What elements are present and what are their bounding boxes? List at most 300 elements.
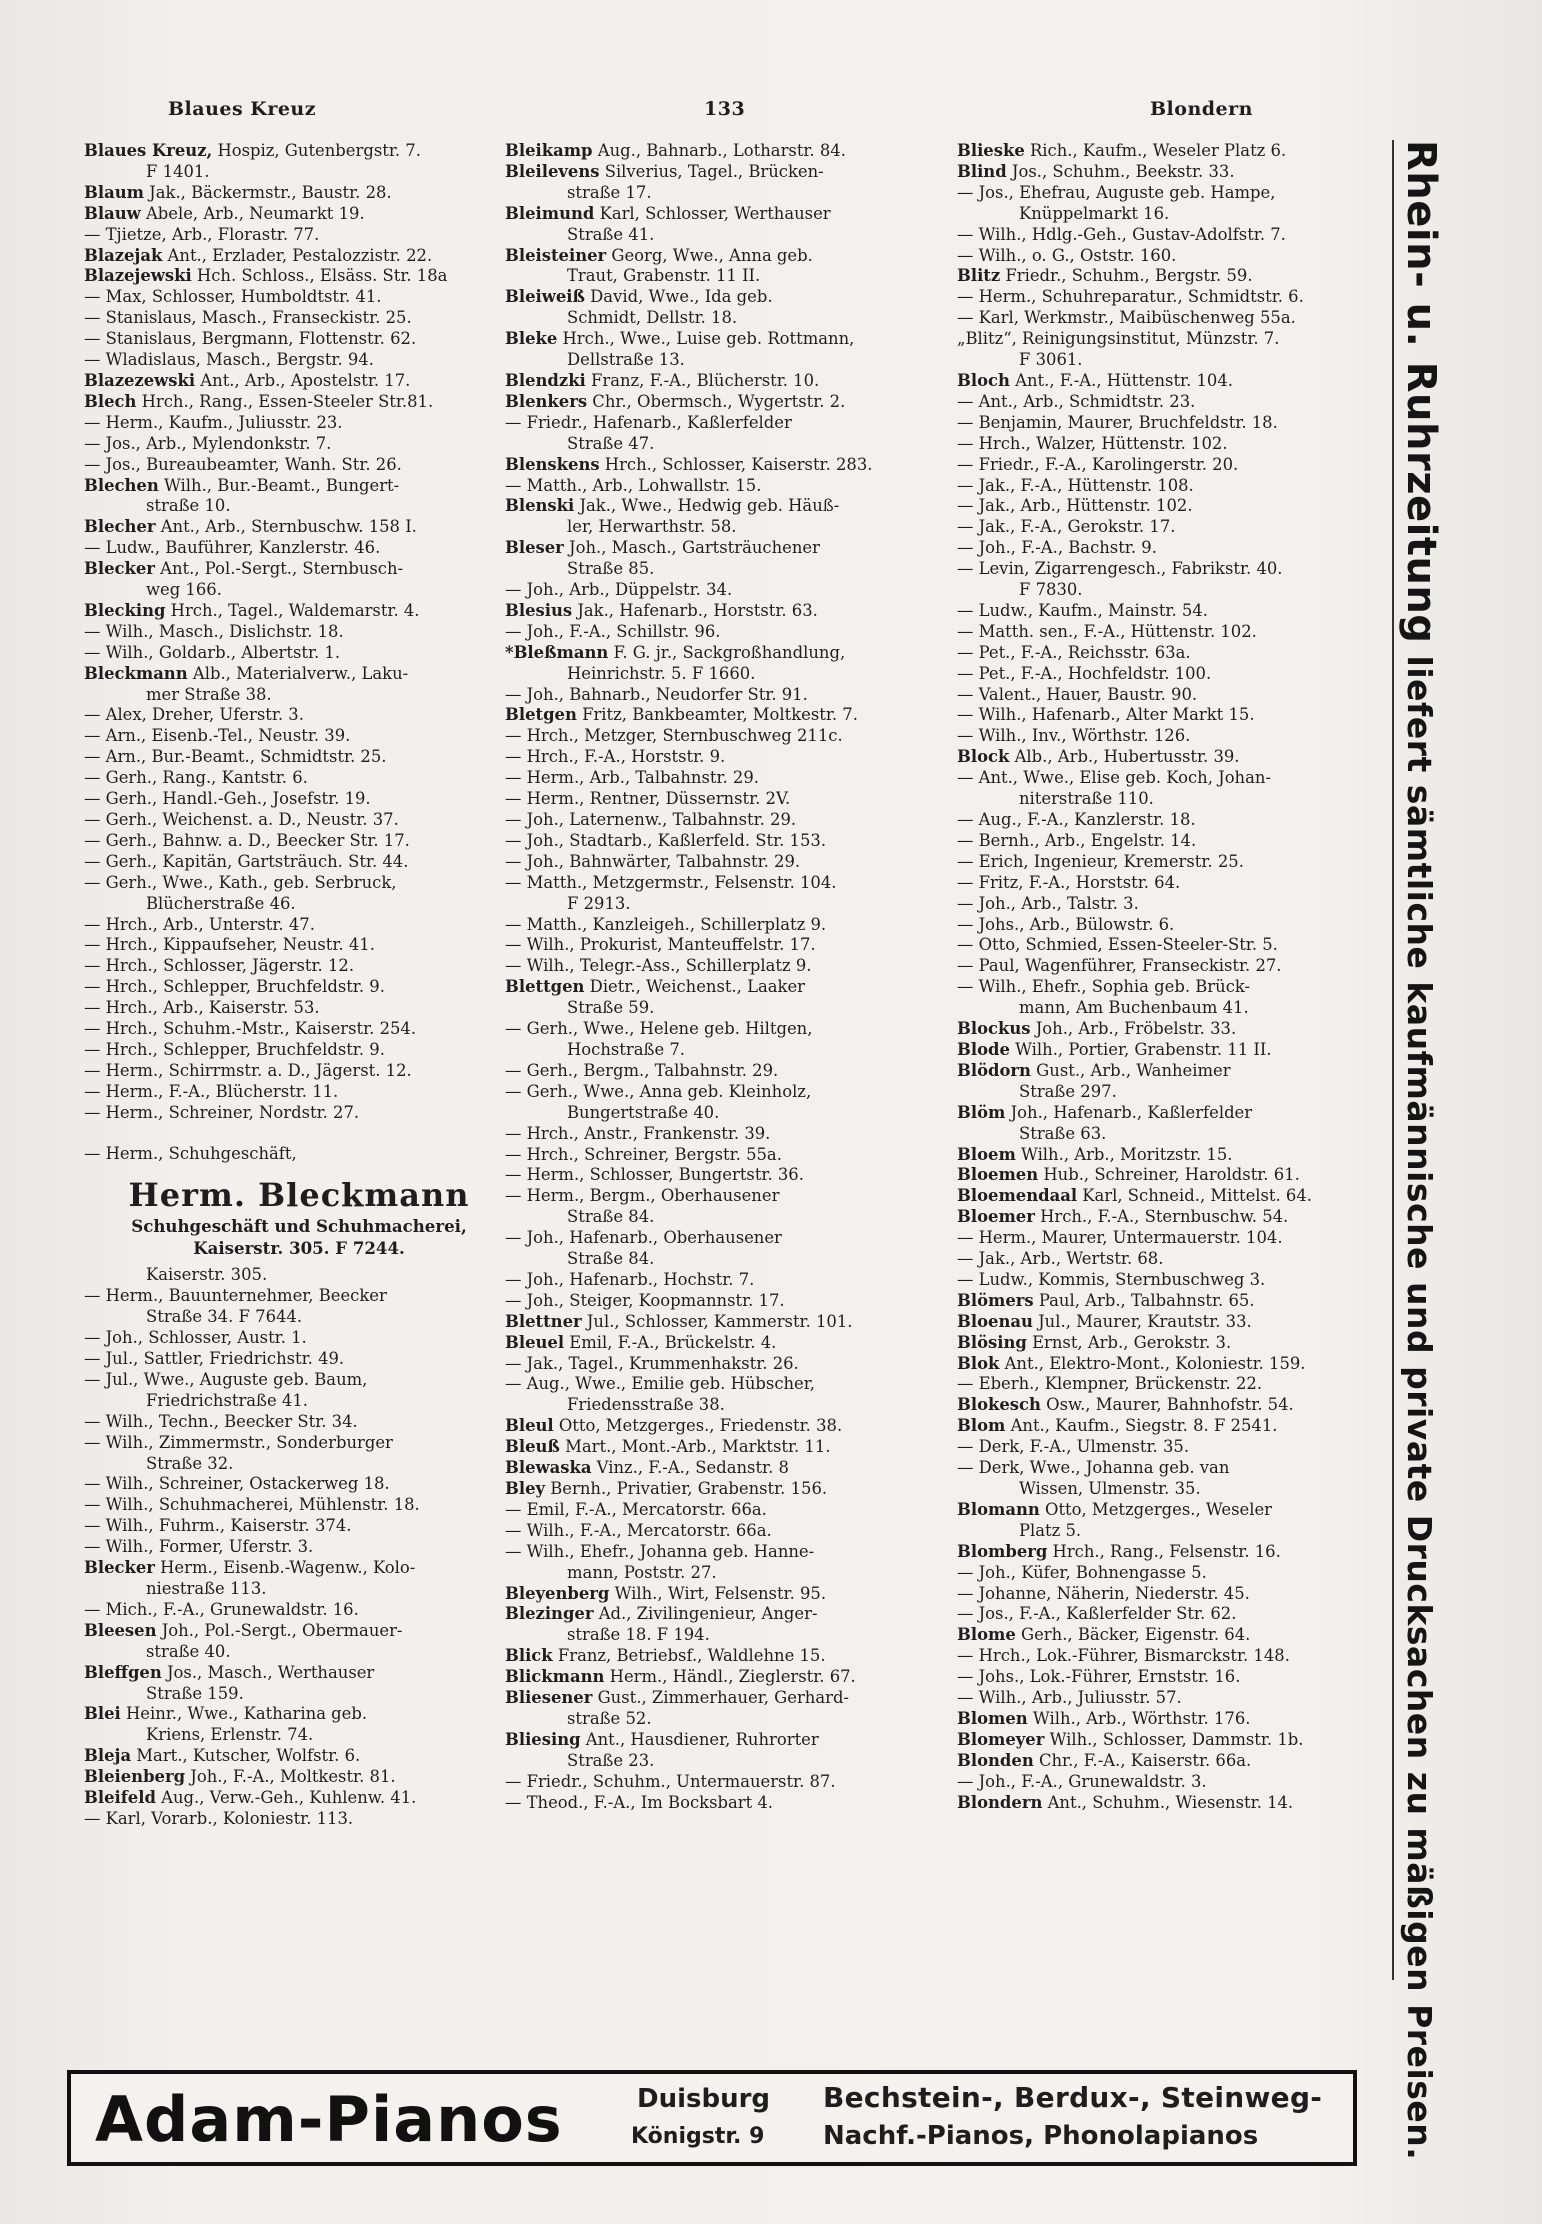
entry-text: Hrch., Tagel., Waldemarstr. 4. [165,600,420,620]
entry-text: Straße 84. [567,1207,655,1227]
directory-entry [84,1370,494,1391]
directory-entry [505,1270,933,1291]
entry-text: David, Wwe., Ida geb. [584,287,773,307]
entry-text: Hrch., F.-A., Sternbuschw. 54. [1034,1207,1289,1227]
directory-entry [957,225,1382,246]
directory-entry [84,601,494,622]
entry-text: Dietr., Weichenst., Laaker [584,977,805,997]
directory-entry [505,141,933,162]
entry-text: Aug., Verw.-Geh., Kuhlenw. 41. [155,1788,417,1808]
directory-entry [957,1479,1382,1500]
entry-text: — Herm., F.-A., Blücherstr. 11. [84,1081,339,1101]
directory-entry [957,350,1382,371]
directory-entry [505,1228,933,1249]
entry-text: — Tjietze, Arb., Florastr. 77. [84,224,320,244]
entry-surname: Blokesch [957,1395,1041,1415]
entry-text: Ant., Hausdiener, Ruhrorter [580,1729,819,1749]
entry-surname: Blieske [957,141,1025,160]
entry-text: — Hrch., Schuhm.-Mstr., Kaiserstr. 254. [84,1019,417,1039]
entry-surname: Blömers [957,1290,1034,1310]
entry-surname: Bloemen [957,1165,1039,1185]
entry-text: Bungertstraße 40. [567,1102,720,1122]
directory-entry [505,287,933,308]
directory-entry [957,852,1382,873]
entry-text: — Joh., F.-A., Bachstr. 9. [957,538,1157,558]
entry-text: straße 10. [146,496,231,516]
entry-text: — Emil, F.-A., Mercatorstr. 66a. [505,1499,767,1519]
entry-surname: Bleesen [84,1620,157,1640]
entry-text: — Bernh., Arb., Engelstr. 14. [957,830,1197,850]
entry-text: — Wladislaus, Masch., Bergstr. 94. [84,350,374,370]
directory-entry [505,350,933,371]
directory-entry [84,1663,494,1684]
entry-text: Otto, Metzgerges., Weseler [1039,1499,1272,1519]
directory-entry [84,1558,494,1579]
entry-text: — Pet., F.-A., Hochfeldstr. 100. [957,663,1212,683]
directory-entry [84,1103,494,1124]
directory-entry [957,162,1382,183]
entry-text: straße 40. [146,1641,231,1661]
entry-text: Wilh., Schlosser, Dammstr. 1b. [1044,1729,1304,1749]
directory-entry [957,873,1382,894]
directory-entry [505,894,933,915]
directory-entry [957,329,1382,350]
directory-entry [957,1751,1382,1772]
directory-entry [505,726,933,747]
entry-text: Straße 84. [567,1249,655,1269]
entry-text: — Jos., Ehefrau, Auguste geb. Hampe, [957,182,1276,202]
page-number: 133 [704,98,746,120]
entry-text: Straße 85. [567,559,655,579]
entry-text: — Herm., Schreiner, Nordstr. 27. [84,1102,360,1122]
entry-surname: Blickmann [505,1667,605,1687]
directory-entry [84,413,494,434]
entry-text: — Joh., Steiger, Koopmannstr. 17. [505,1290,785,1310]
directory-entry [505,1082,933,1103]
entry-surname: Bleilevens [505,161,600,181]
entry-text: — Ant., Wwe., Elise geb. Koch, Johan- [957,768,1271,788]
directory-entry [505,1061,933,1082]
directory-entry [84,1621,494,1642]
entry-surname: Blendzki [505,370,586,390]
directory-entry [505,643,933,664]
directory-entry [505,1374,933,1395]
directory-entry [505,517,933,538]
directory-entry [84,350,494,371]
directory-entry [84,1767,494,1788]
column-3 [957,141,1382,1814]
entry-surname: Blecher [84,517,156,537]
entry-text: Emil, F.-A., Brückelstr. 4. [564,1332,777,1352]
entry-text: — Derk, F.-A., Ulmenstr. 35. [957,1437,1190,1457]
entry-text: Ant., Elektro-Mont., Koloniestr. 159. [999,1353,1306,1373]
entry-text: — Jak., F.-A., Hüttenstr. 108. [957,475,1194,495]
entry-text: Schmidt, Dellstr. 18. [567,308,738,328]
entry-text: — Hrch., Lok.-Führer, Bismarckstr. 148. [957,1646,1290,1666]
directory-entry [957,977,1382,998]
directory-entry [957,1207,1382,1228]
directory-entry [84,1144,494,1165]
directory-entry [957,726,1382,747]
entry-surname: Bleckmann [84,663,188,683]
directory-entry [957,1145,1382,1166]
directory-entry [957,1165,1382,1186]
entry-surname: Blitz [957,266,1001,286]
entry-text: Jak., Wwe., Hedwig geb. Häuß- [574,496,840,516]
directory-entry [957,1646,1382,1667]
directory-entry [957,664,1382,685]
directory-entry [505,789,933,810]
entry-text: — Herm., Schuhgeschäft, [84,1144,297,1164]
entry-text: — Gerh., Wwe., Helene geb. Hiltgen, [505,1019,813,1039]
entry-surname: Bleffgen [84,1662,162,1682]
directory-entry [84,956,494,977]
entry-text: — Hrch., Arb., Unterstr. 47. [84,914,315,934]
entry-text: — Theod., F.-A., Im Bocksbart 4. [505,1792,774,1812]
column-2 [505,141,933,1814]
directory-entry [957,1772,1382,1793]
entry-text: mer Straße 38. [146,684,272,704]
entry-text: Platz 5. [1019,1520,1082,1540]
entry-surname: Bleuel [505,1332,565,1352]
entry-text: „Blitz“, Reinigungsinstitut, Münzstr. 7. [957,329,1280,349]
directory-entry [505,1584,933,1605]
directory-entry [957,413,1382,434]
entry-text: Ad., Zivilingenieur, Anger- [593,1604,818,1624]
directory-entry [84,1516,494,1537]
directory-entry [957,1040,1382,1061]
entry-text: Ernst, Arb., Gerokstr. 3. [1026,1332,1232,1352]
entry-text: — Pet., F.-A., Reichsstr. 63a. [957,642,1191,662]
directory-entry [84,1082,494,1103]
entry-text: weg 166. [146,580,222,600]
entry-surname: Blauw [84,203,141,223]
directory-entry [505,580,933,601]
directory-entry [84,1019,494,1040]
entry-text: Knüppelmarkt 16. [1019,203,1170,223]
directory-entry [957,183,1382,204]
directory-entry [84,1725,494,1746]
directory-entry [84,1433,494,1454]
entry-text: — Herm., Schirrmstr. a. D., Jägerst. 12. [84,1060,412,1080]
entry-text: — Arn., Eisenb.-Tel., Neustr. 39. [84,726,351,746]
directory-entry [957,1604,1382,1625]
entry-text: — Jos., Arb., Mylendonkstr. 7. [84,433,332,453]
bleckmann-advertisement [124,1175,474,1259]
entry-text: F 1401. [146,161,210,181]
entry-surname: Blezinger [505,1604,594,1624]
directory-entry [505,1186,933,1207]
directory-entry [505,1207,933,1228]
entry-surname: Blomen [957,1708,1028,1728]
directory-entry [84,308,494,329]
entry-text: Franz, Betriebsf., Waldlehne 15. [552,1646,826,1666]
entry-text: straße 17. [567,182,652,202]
entry-surname: Blech [84,391,137,411]
entry-text: Traut, Grabenstr. 11 II. [567,266,761,286]
directory-entry [505,329,933,350]
directory-entry [84,1474,494,1495]
directory-entry [505,1751,933,1772]
entry-surname: Bloenau [957,1311,1033,1331]
entry-text: Hub., Schreiner, Haroldstr. 61. [1038,1165,1300,1185]
directory-entry [957,1730,1382,1751]
entry-text: mann, Poststr. 27. [567,1562,717,1582]
entry-text: Osw., Maurer, Bahnhofstr. 54. [1040,1395,1294,1415]
ad-line: Kaiserstr. 305. F 7244. [193,1238,405,1259]
entry-text: — Matth., Metzgermstr., Felsenstr. 104. [505,872,837,892]
entry-text: — Wilh., Arb., Juliusstr. 57. [957,1688,1182,1708]
directory-entry [957,685,1382,706]
entry-text: — Wilh., Prokurist, Manteuffelstr. 17. [505,935,816,955]
entry-surname: Blechen [84,475,159,495]
directory-entry [84,183,494,204]
directory-entry [957,392,1382,413]
directory-entry [957,287,1382,308]
entry-text: Joh., Pol.-Sergt., Obermauer- [156,1620,403,1640]
entry-surname: Bleimund [505,203,595,223]
entry-text: — Aug., F.-A., Kanzlerstr. 18. [957,810,1196,829]
directory-entry [957,1542,1382,1563]
entry-text: Hrch., Rang., Essen-Steeler Str.81. [136,391,434,411]
entry-text: — Wilh., Techn., Beecker Str. 34. [84,1411,358,1431]
directory-entry [505,1124,933,1145]
entry-text: straße 52. [567,1708,652,1728]
directory-entry [84,726,494,747]
banner-company-name: Adam-Pianos [95,2083,563,2156]
entry-text: — Jak., Arb., Hüttenstr. 102. [957,496,1193,516]
directory-entry [957,1082,1382,1103]
directory-entry [505,1646,933,1667]
entry-text: mann, Am Buchenbaum 41. [1019,998,1249,1018]
entry-surname: Blode [957,1039,1010,1059]
entry-text: — Joh., Bahnarb., Neudorfer Str. 91. [505,684,808,704]
directory-entry [505,434,933,455]
entry-text: Wissen, Ulmenstr. 35. [1019,1479,1201,1498]
entry-text: — Wilh., o. G., Oststr. 160. [957,245,1177,265]
entry-text: — Wilh., Zimmermstr., Sonderburger [84,1432,393,1452]
entry-text: — Gerh., Wwe., Kath., geb. Serbruck, [84,872,397,892]
directory-entry [84,517,494,538]
entry-text: — Wilh., Schuhmacherei, Mühlenstr. 18. [84,1495,420,1515]
entry-text: — Herm., Bauunternehmer, Beecker [84,1286,387,1306]
entry-text: Jos., Masch., Werthauser [161,1662,375,1682]
entry-surname: Bleuß [505,1437,560,1457]
entry-text: — Wilh., Hdlg.-Geh., Gustav-Adolfstr. 7. [957,224,1286,244]
entry-surname: Blewaska [505,1458,592,1478]
entry-surname: Blok [957,1353,1000,1373]
entry-text: — Jos., F.-A., Kaßlerfelder Str. 62. [957,1604,1237,1624]
directory-entry [505,413,933,434]
directory-entry [505,1709,933,1730]
entry-text: — Herm., Arb., Talbahnstr. 29. [505,768,759,788]
directory-entry [84,1704,494,1725]
entry-text: Hrch., Rang., Felsenstr. 16. [1047,1541,1281,1561]
entry-text: — Wilh., F.-A., Mercatorstr. 66a. [505,1520,772,1540]
directory-entry [505,1416,933,1437]
entry-text: — Gerh., Handl.-Geh., Josefstr. 19. [84,789,371,809]
directory-entry [957,1354,1382,1375]
directory-entry [505,601,933,622]
directory-entry [84,141,494,162]
directory-entry [957,1124,1382,1145]
entry-text: — Matth., Arb., Lohwallstr. 15. [505,475,762,495]
entry-surname: Blecker [84,1558,155,1578]
directory-entry [84,1495,494,1516]
directory-entry [957,1793,1382,1814]
entry-text: — Hrch., Schlosser, Jägerstr. 12. [84,956,355,976]
entry-text: — Wilh., Masch., Dislichstr. 18. [84,621,344,641]
side-advertisement-text [1392,140,1448,2160]
directory-entry [505,768,933,789]
directory-entry [505,935,933,956]
entry-text: Joh., F.-A., Moltkestr. 81. [185,1767,396,1787]
entry-text: Paul, Arb., Talbahnstr. 65. [1033,1290,1255,1310]
entry-text: — Matth. sen., F.-A., Hüttenstr. 102. [957,621,1257,641]
entry-text: Straße 34. F 7644. [146,1307,303,1327]
entry-text: straße 18. F 194. [567,1625,710,1645]
directory-entry [84,1349,494,1370]
entry-text: Straße 41. [567,224,655,244]
entry-text: Straße 32. [146,1453,234,1473]
directory-entry [84,1061,494,1082]
entry-text: — Hrch., Metzger, Sternbuschweg 211c. [505,726,843,746]
directory-entry [505,622,933,643]
entry-surname: Blomberg [957,1541,1048,1561]
entry-text: Blücherstraße 46. [146,893,296,913]
entry-text: — Ludw., Bauführer, Kanzlerstr. 46. [84,538,381,558]
entry-text: — Gerh., Rang., Kantstr. 6. [84,768,308,788]
directory-entry [957,1500,1382,1521]
entry-surname: Blomeyer [957,1729,1045,1749]
directory-entry [84,977,494,998]
directory-entry [957,1374,1382,1395]
entry-text: Straße 297. [1019,1081,1117,1101]
directory-entry [505,1479,933,1500]
directory-entry [957,1521,1382,1542]
entry-surname: Bleifeld [84,1788,156,1808]
directory-entry [957,1228,1382,1249]
directory-entry [84,1265,494,1286]
entry-text: — Karl, Werkmstr., Maibüschenweg 55a. [957,308,1296,328]
directory-entry [84,476,494,497]
entry-text: niterstraße 110. [1019,789,1154,809]
entry-text: Herm., Händl., Zieglerstr. 67. [604,1667,856,1687]
entry-surname: Bleisteiner [505,245,607,265]
entry-text: Wilh., Portier, Grabenstr. 11 II. [1009,1039,1272,1059]
entry-text: F 7830. [1019,580,1083,600]
entry-text: Straße 47. [567,433,655,453]
entry-text: — Jul., Sattler, Friedrichstr. 49. [84,1349,345,1369]
entry-text: Heinr., Wwe., Katharina geb. [120,1704,368,1724]
entry-text: Wilh., Arb., Wörthstr. 176. [1027,1708,1251,1728]
entry-text: Gust., Zimmerhauer, Gerhard- [592,1688,849,1708]
entry-surname: Blazezewski [84,370,196,390]
directory-entry [957,476,1382,497]
directory-entry [957,705,1382,726]
directory-entry [505,1793,933,1814]
entry-text: Friedr., Schuhm., Bergstr. 59. [1000,266,1253,286]
entry-surname: Blecking [84,600,166,620]
entry-text: Straße 63. [1019,1123,1107,1143]
entry-surname: Bletgen [505,705,577,725]
entry-surname: Blöm [957,1102,1006,1122]
entry-text: Abele, Arb., Neumarkt 19. [140,203,365,223]
header-left: Blaues Kreuz [168,98,317,120]
entry-surname: Blenkers [505,391,588,411]
directory-entry [505,476,933,497]
directory-entry [957,915,1382,936]
directory-entry [84,768,494,789]
entry-surname: Bleiweiß [505,287,585,307]
directory-entry [505,1458,933,1479]
entry-text: Otto, Metzgerges., Friedenstr. 38. [553,1416,843,1436]
entry-text: Joh., Hafenarb., Kaßlerfelder [1005,1102,1253,1122]
directory-entry [957,1019,1382,1040]
directory-entry [505,1145,933,1166]
directory-entry [84,496,494,517]
directory-entry [957,1437,1382,1458]
entry-text: Vinz., F.-A., Sedanstr. 8 [591,1458,789,1478]
directory-entry [84,1412,494,1433]
entry-text: — Joh., Schlosser, Austr. 1. [84,1328,307,1348]
directory-entry [505,371,933,392]
directory-entry [505,538,933,559]
entry-text: — Gerh., Kapitän, Gartsträuch. Str. 44. [84,851,409,871]
entry-text: — Joh., Hafenarb., Oberhausener [505,1228,782,1248]
directory-entry [84,1391,494,1412]
entry-text: Chr., F.-A., Kaiserstr. 66a. [1033,1750,1252,1770]
directory-entry [957,559,1382,580]
entry-text: — Joh., Küfer, Bohnengasse 5. [957,1562,1207,1582]
directory-entry [505,1249,933,1270]
entry-text: — Joh., Hafenarb., Hochstr. 7. [505,1269,755,1289]
entry-text: — Gerh., Wwe., Anna geb. Kleinholz, [505,1081,812,1101]
entry-surname: Bleienberg [84,1767,186,1787]
directory-entry [957,455,1382,476]
directory-entry [84,266,494,287]
directory-entry [957,1584,1382,1605]
directory-entry [957,538,1382,559]
directory-entry [505,873,933,894]
entry-text: — Jak., Arb., Wertstr. 68. [957,1249,1164,1269]
entry-surname: Bleser [505,538,564,558]
entry-text: — Fritz, F.-A., Horststr. 64. [957,872,1181,892]
entry-text: — Alex, Dreher, Uferstr. 3. [84,705,304,725]
entry-text: — Joh., Stadtarb., Kaßlerfeld. Str. 153. [505,830,827,850]
directory-entry [84,559,494,580]
banner-brands: Bechstein-, Berdux-, Steinweg- [823,2081,1323,2114]
entry-text: — Ludw., Kaufm., Mainstr. 54. [957,600,1208,620]
entry-text: Wilh., Bur.-Beamt., Bungert- [158,475,400,495]
entry-text: — Hrch., Arb., Kaiserstr. 53. [84,998,320,1018]
entry-surname: Blaues Kreuz, [84,141,213,160]
entry-text: — Wilh., Telegr.-Ass., Schillerplatz 9. [505,956,812,976]
directory-entry [957,1688,1382,1709]
directory-entry [957,141,1382,162]
entry-text: — Derk, Wwe., Johanna geb. van [957,1458,1230,1478]
entry-text: Hospiz, Gutenbergstr. 7. [212,141,421,160]
entry-text: — Gerh., Bergm., Talbahnstr. 29. [505,1060,779,1080]
directory-entry [505,559,933,580]
entry-surname: Blenskens [505,454,600,474]
entry-text: Hrch., Schlosser, Kaiserstr. 283. [599,454,873,474]
entry-surname: Bleul [505,1416,554,1436]
entry-text: — Mich., F.-A., Grunewaldstr. 16. [84,1599,359,1619]
entry-text: Chr., Obermsch., Wygertstr. 2. [587,391,846,411]
header-right: Blondern [1150,98,1253,120]
entry-surname: Blösing [957,1332,1027,1352]
